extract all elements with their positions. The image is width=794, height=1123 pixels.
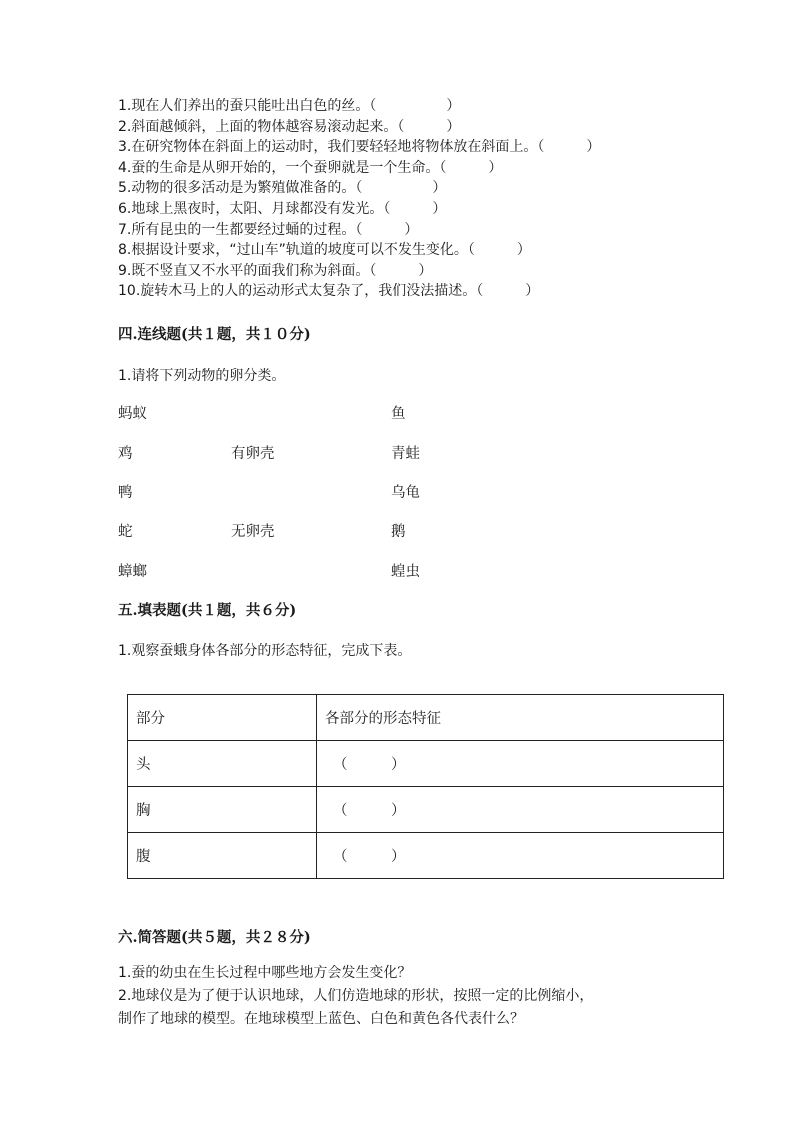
right-animal-4: 鹅 <box>391 524 406 540</box>
right-animal-2: 青蛙 <box>391 446 420 462</box>
left-animal-1: 蚂蚁 <box>118 406 147 422</box>
left-animal-4: 蛇 <box>118 524 133 540</box>
right-animal-3: 乌龟 <box>391 485 420 501</box>
true-false-list <box>118 96 600 302</box>
header-part: 部分 <box>128 695 317 741</box>
short-question-2-cont: 制作了地球的模型。在地球模型上蓝色、白色和黄色各代表什么？ <box>118 1011 524 1027</box>
tf-item-1: 1.现在人们养出的蚕只能吐出白色的丝。（ ） <box>118 98 461 114</box>
row-part-thorax: 胸 <box>128 787 317 833</box>
section-5-question: 1.观察蚕蛾身体各部分的形态特征，完成下表。 <box>118 643 412 659</box>
section-5-title: 五.填表题(共１题，共６分) <box>118 602 297 619</box>
table-row <box>128 787 724 833</box>
section-4-question: 1.请将下列动物的卵分类。 <box>118 368 286 384</box>
row-part-abdomen: 腹 <box>128 833 317 879</box>
right-animal-1: 鱼 <box>391 406 406 422</box>
row-blank-head[interactable]: （ ） <box>317 741 724 787</box>
left-animal-2: 鸡 <box>118 446 133 462</box>
right-animal-5: 蝗虫 <box>391 564 420 580</box>
short-question-2: 2.地球仪是为了便于认识地球，人们仿造地球的形状，按照一定的比例缩小， <box>118 988 594 1004</box>
category-without-shell: 无卵壳 <box>231 524 275 540</box>
left-animal-5: 蟑螂 <box>118 564 147 580</box>
tf-item-8: 8.根据设计要求，“过山车”轨道的坡度可以不发生变化。（ ） <box>118 242 531 259</box>
tf-item-10: 10.旋转木马上的人的运动形式太复杂了，我们没法描述。（ ） <box>118 283 540 300</box>
tf-item-2: 2.斜面越倾斜，上面的物体越容易滚动起来。（ ） <box>118 118 461 135</box>
section-6-title: 六.简答题(共５题，共２８分) <box>118 929 311 946</box>
row-blank-abdomen[interactable]: （ ） <box>317 833 724 879</box>
tf-item-9: 9.既不竖直又不水平的面我们称为斜面。（ ） <box>118 262 433 279</box>
category-with-shell: 有卵壳 <box>231 446 275 462</box>
row-blank-thorax[interactable]: （ ） <box>317 787 724 833</box>
header-feature: 各部分的形态特征 <box>317 695 724 741</box>
section-4-title: 四.连线题(共１题，共１０分) <box>118 326 311 343</box>
tf-item-3: 3.在研究物体在斜面上的运动时，我们要轻轻地将物体放在斜面上。（ ） <box>118 139 601 156</box>
row-part-head: 头 <box>128 741 317 787</box>
short-answer-questions <box>118 962 593 1031</box>
table-header-row <box>128 695 724 741</box>
tf-item-5: 5.动物的很多活动是为繁殖做准备的。（ ） <box>118 180 447 197</box>
table-row <box>128 833 724 879</box>
tf-item-7: 7.所有昆虫的一生都要经过蛹的过程。（ ） <box>118 221 419 238</box>
table-row <box>128 741 724 787</box>
tf-item-4: 4.蚕的生命是从卵开始的，一个蚕卵就是一个生命。（ ） <box>118 159 503 176</box>
silkmoth-feature-table <box>127 694 724 879</box>
tf-item-6: 6.地球上黑夜时，太阳、月球都没有发光。（ ） <box>118 200 447 217</box>
left-animal-3: 鸭 <box>118 485 133 501</box>
short-question-1: 1.蚕的幼虫在生长过程中哪些地方会发生变化？ <box>118 965 412 981</box>
